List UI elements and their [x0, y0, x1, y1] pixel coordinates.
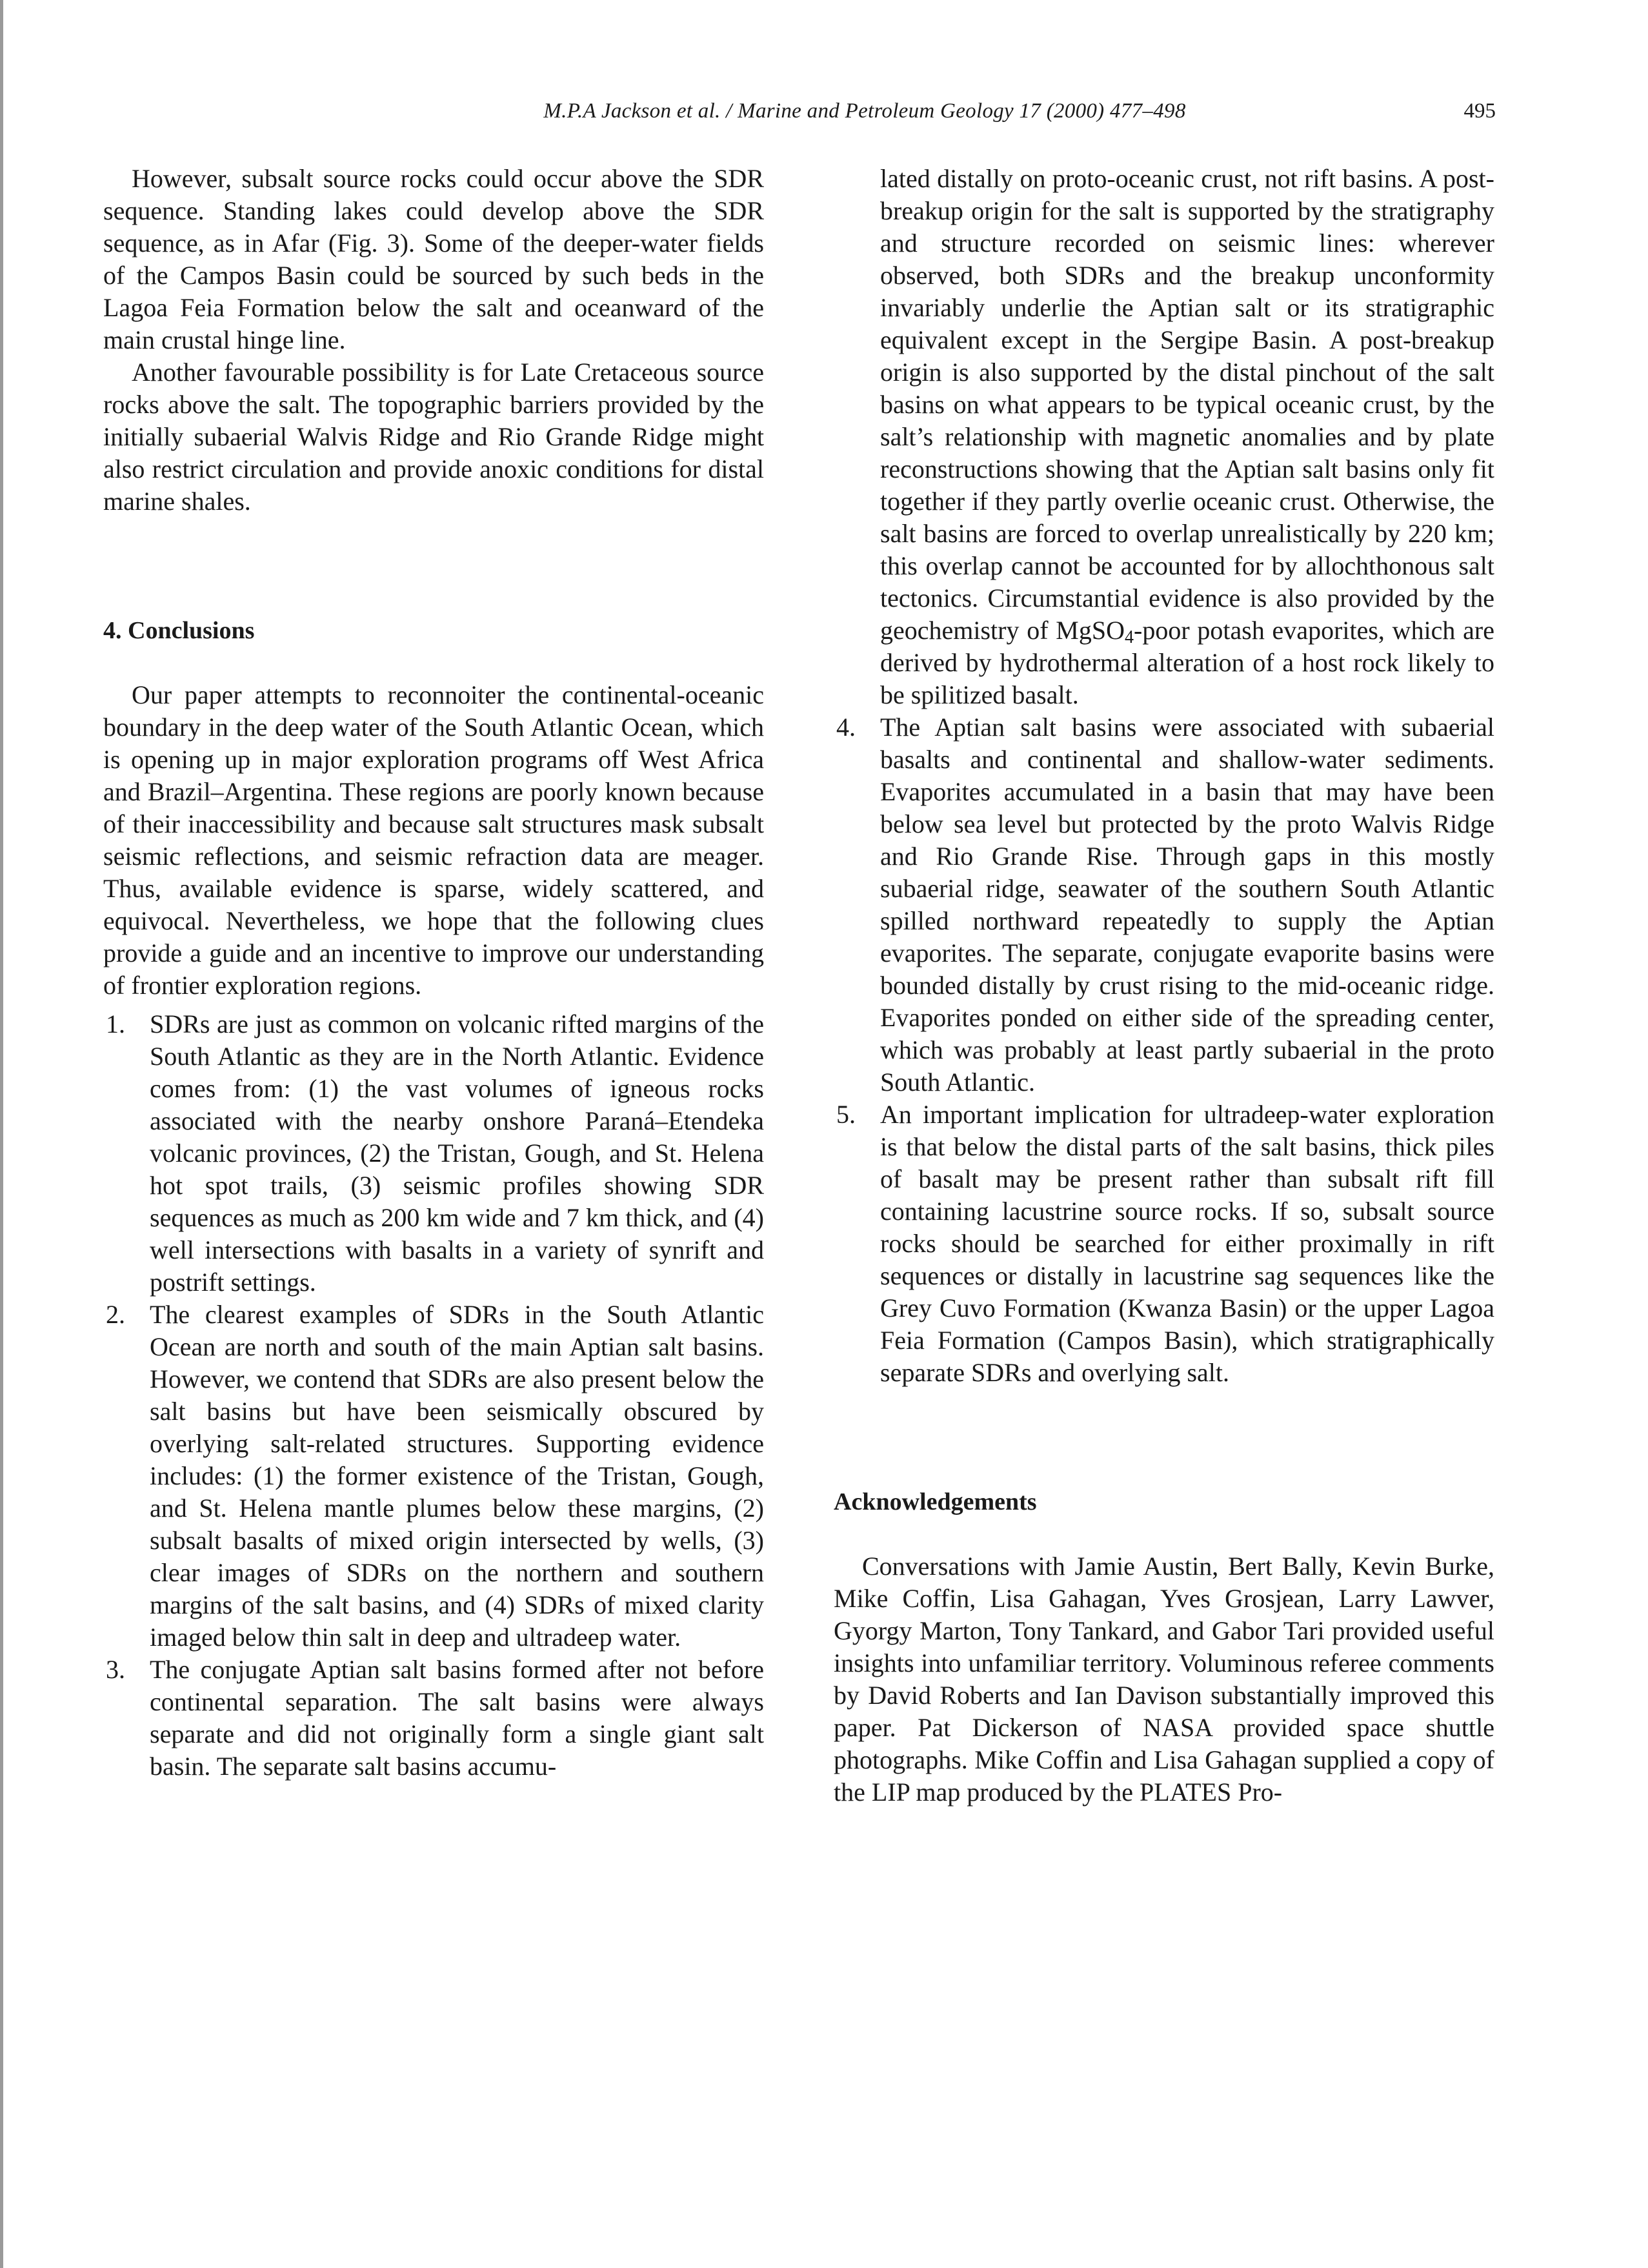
- conclusion-item-1: [103, 1008, 764, 1299]
- section-heading-acknowledgements: Acknowledgements: [834, 1488, 1037, 1515]
- conclusion-item-3: [103, 1654, 764, 1783]
- paragraph-acknowledgements: Conversations with Jamie Austin, Bert Bally, Kevin Burke, Mike Coffin, Lisa Gahagan, Yves Grosjean, Larry Lawver, Gyorgy Marton, Tony Tankard, and Gabor Tari provided useful insights into unfamiliar territory. Voluminous referee comments by David Roberts and Ian Davison substantially improved this paper. Pat Dickerson of NASA provided space shuttle photographs. Mike Coffin and Lisa Gahagan supplied a copy of the LIP map produced by the PLATES Pro-: [834, 1552, 1494, 1807]
- conclusion-item-3-continued: [834, 163, 1494, 711]
- running-head: [0, 97, 1648, 136]
- paragraph-conclusions-intro: Our paper attempts to reconnoiter the continental-oceanic boundary in the deep water of the South Atlantic Ocean, which is opening up in major exploration programs off West Africa and Brazil–Argentina. These regions are poorly known because of their inaccessibility and because salt structures mask subsalt seismic reflections, and seismic refraction data are meager. Thus, available evidence is sparse, widely scattered, and equivocal. Nevertheless, we hope that the following clues provide a guide and an incentive to improve our understanding of frontier exploration regions.: [103, 680, 764, 1000]
- list-item-text: SDRs are just as common on volcanic rifted margins of the South Atlantic as they are in the North Atlantic. Evidence comes from: (1) the vast volumes of igneous rocks associated with the nearby onshore Paraná–Etendeka volcanic provinces, (2) the Tristan, Gough, and St. Helena hot spot trails, (3) seismic profiles showing SDR sequences as much as 200 km wide and 7 km thick, and (4) well intersections with basalts in a variety of synrift and postrift settings.: [150, 1009, 764, 1297]
- journal-citation: M.P.A Jackson et al. / Marine and Petroleum Geology 17 (2000) 477–498: [543, 99, 1186, 123]
- list-number: 2.: [106, 1300, 125, 1329]
- paragraph-subsalt-source: However, subsalt source rocks could occur above the SDR sequence. Standing lakes could develop above the SDR sequence, as in Afar (Fig. 3). Some of the deeper-water fields of the Campos Basin could be sourced by such beds in the Lagoa Feia Formation below the salt and oceanward of the main crustal hinge line.: [103, 164, 764, 354]
- list-item-text: [880, 163, 1494, 711]
- item3-text-b: -poor potash evaporites, which are derived by hydrothermal alteration of a host rock likely to be spilitized basalt.: [880, 616, 1494, 709]
- list-item-text: An important implication for ultradeep-water exploration is that below the distal parts of the salt basins, thick piles of basalt may be present rather than subsalt rift fill containing lacustrine source rocks. If so, subsalt source rocks should be searched for either proximally in rift sequences or distally in lacustrine sag sequences like the Grey Cuvo Formation (Kwanza Basin) or the upper Lagoa Feia Formation (Campos Basin), which stratigraphically separate SDRs and overlying salt.: [880, 1100, 1494, 1387]
- list-number: 3.: [106, 1655, 125, 1684]
- list-item-text: The clearest examples of SDRs in the South Atlantic Ocean are north and south of the main Aptian salt basins. However, we contend that SDRs are also present below the salt basins but have been seismically obscured by overlying salt-related structures. Supporting evidence includes: (1) the former existence of the Tristan, Gough, and St. Helena mantle plumes below these margins, (2) subsalt basalts of mixed origin intersected by wells, (3) clear images of SDRs on the northern and southern margins of the salt basins, and (4) SDRs of mixed clarity imaged below thin salt in deep and ultradeep water.: [150, 1300, 764, 1652]
- paragraph-late-cretaceous: Another favourable possibility is for Late Cretaceous source rocks above the salt. The topographic barriers provided by the initially subaerial Walvis Ridge and Rio Grande Ridge might also restrict circulation and provide anoxic conditions for distal marine shales.: [103, 358, 764, 516]
- page-number: 495: [1463, 99, 1496, 123]
- list-item-text: The Aptian salt basins were associated with subaerial basalts and continental and shallow-water sediments. Evaporites accumulated in a basin that may have been below sea level but protected by the proto Walvis Ridge and Rio Grande Rise. Through gaps in this mostly subaerial ridge, seawater of the southern South Atlantic spilled northward repeatedly to supply the Aptian evaporites. The separate, conjugate evaporite basins were bounded distally by crust rising to the mid-oceanic ridge. Evaporites ponded on either side of the spreading center, which was probably at least partly subaerial in the proto South Atlantic.: [880, 713, 1494, 1097]
- list-number: 5.: [836, 1100, 856, 1129]
- subscript-4: 4: [1125, 627, 1134, 647]
- list-item-text: The conjugate Aptian salt basins formed after not before continental separation. The salt basins were always separate and did not originally form a single giant salt basin. The separate salt basins accumu-: [150, 1655, 764, 1781]
- list-number: 1.: [106, 1009, 125, 1038]
- conclusion-item-5: [834, 1099, 1494, 1389]
- left-column: [103, 163, 764, 1783]
- conclusion-item-4: [834, 711, 1494, 1099]
- right-column: [834, 163, 1494, 1808]
- page-scan-edge: [0, 0, 3, 2268]
- conclusion-item-2: [103, 1299, 764, 1654]
- list-number: 4.: [836, 713, 856, 742]
- section-heading-conclusions: 4. Conclusions: [103, 617, 255, 644]
- item3-text-a: lated distally on proto-oceanic crust, not rift basins. A post-breakup origin for the salt is supported by the stratigraphy and structure recorded on seismic lines: wherever observed, both SDRs and the breakup unconformity invariably underlie the Aptian salt or its stratigraphic equivalent except in the Sergipe Basin. A post-breakup origin is also supported by the distal pinchout of the salt basins on what appears to be typical oceanic crust, by the salt’s relationship with magnetic anomalies and by plate reconstructions showing that the Aptian salt basins only fit together if they partly overlie oceanic crust. Otherwise, the salt basins are forced to overlap unrealistically by 220 km; this overlap cannot be accounted for by allochthonous salt tectonics. Circumstantial evidence is also provided by the geochemistry of MgSO: [880, 164, 1494, 645]
